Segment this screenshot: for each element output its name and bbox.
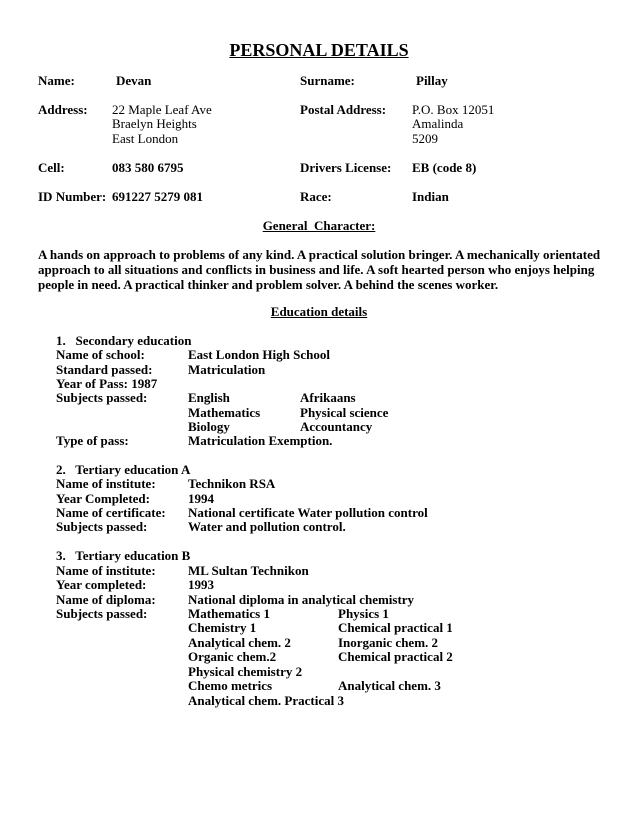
postal-address-line: Amalinda <box>412 116 464 131</box>
id-number-value: 691227 5279 081 <box>112 189 203 204</box>
certificate-label: Name of certificate: <box>56 505 166 520</box>
year-completed-value: 1993 <box>188 577 214 592</box>
address-line: Braelyn Heights <box>112 116 197 131</box>
subject-item: Mathematics 1 <box>188 606 270 621</box>
year-completed-label: Year Completed: <box>56 491 150 506</box>
subject-item: English <box>188 390 230 405</box>
tertiary-a-title: 2. Tertiary education A <box>56 462 191 477</box>
subjects-value: Water and pollution control. <box>188 519 346 534</box>
general-character-heading: General Character: <box>262 218 376 233</box>
institute-label: Name of institute: <box>56 563 156 578</box>
year-of-pass: Year of Pass: 1987 <box>56 376 158 391</box>
diploma-value: National diploma in analytical chemistry <box>188 592 415 607</box>
type-of-pass-value: Matriculation Exemption. <box>188 433 333 448</box>
institute-value: Technikon RSA <box>188 476 276 491</box>
school-label: Name of school: <box>56 347 145 362</box>
subject-item: Physical chemistry 2 <box>188 664 303 679</box>
subject-item: Physical science <box>300 405 389 420</box>
type-of-pass-label: Type of pass: <box>56 433 129 448</box>
race-label: Race: <box>300 189 332 204</box>
subject-item: Physics 1 <box>338 606 389 621</box>
institute-value: ML Sultan Technikon <box>188 563 309 578</box>
institute-label: Name of institute: <box>56 476 156 491</box>
subject-item: Chemistry 1 <box>188 620 257 635</box>
postal-address-line: 5209 <box>412 131 438 146</box>
year-completed-value: 1994 <box>188 491 214 506</box>
year-completed-label: Year completed: <box>56 577 147 592</box>
postal-address-line: P.O. Box 12051 <box>412 102 495 117</box>
id-number-label: ID Number: <box>38 189 107 204</box>
standard-value: Matriculation <box>188 362 266 377</box>
subjects-label: Subjects passed: <box>56 390 148 405</box>
education-heading: Education details <box>270 304 368 319</box>
surname-value: Pillay <box>416 73 448 88</box>
subject-item: Chemo metrics <box>188 678 273 693</box>
subject-item: Analytical chem. Practical 3 <box>188 693 344 708</box>
tertiary-b-title: 3. Tertiary education B <box>56 548 191 563</box>
subject-item: Mathematics <box>188 405 261 420</box>
postal-address-label: Postal Address: <box>300 102 387 117</box>
subjects-label: Subjects passed: <box>56 519 148 534</box>
subject-item: Biology <box>188 419 230 434</box>
address-line: East London <box>112 131 179 146</box>
subject-item: Accountancy <box>300 419 373 434</box>
race-value: Indian <box>412 189 449 204</box>
subject-item: Afrikaans <box>300 390 356 405</box>
certificate-value: National certificate Water pollution control <box>188 505 428 520</box>
secondary-education-title: 1. Secondary education <box>56 333 192 348</box>
cell-value: 083 580 6795 <box>112 160 184 175</box>
address-line: 22 Maple Leaf Ave <box>112 102 212 117</box>
license-value: EB (code 8) <box>412 160 477 175</box>
diploma-label: Name of diploma: <box>56 592 156 607</box>
subject-item: Chemical practical 1 <box>338 620 453 635</box>
standard-label: Standard passed: <box>56 362 153 377</box>
subject-item: Analytical chem. 3 <box>338 678 441 693</box>
general-character-text: A hands on approach to problems of any kind. A practical solution bringer. A mechanically orientated approach to all situations and conflicts in business and life. A soft hearted person who enjoys helping people in need. A practical thinker and problem solver. A behind the scenes worker. <box>38 247 601 292</box>
cell-label: Cell: <box>38 160 65 175</box>
name-value: Devan <box>116 73 152 88</box>
address-label: Address: <box>38 102 88 117</box>
subject-item: Analytical chem. 2 <box>188 635 291 650</box>
page-title: PERSONAL DETAILS <box>229 40 409 60</box>
subjects-label: Subjects passed: <box>56 606 148 621</box>
subject-item: Organic chem.2 <box>188 649 277 664</box>
name-label: Name: <box>38 73 75 88</box>
surname-label: Surname: <box>300 73 355 88</box>
license-label: Drivers License: <box>300 160 392 175</box>
school-value: East London High School <box>188 347 330 362</box>
subject-item: Chemical practical 2 <box>338 649 453 664</box>
subject-item: Inorganic chem. 2 <box>338 635 439 650</box>
